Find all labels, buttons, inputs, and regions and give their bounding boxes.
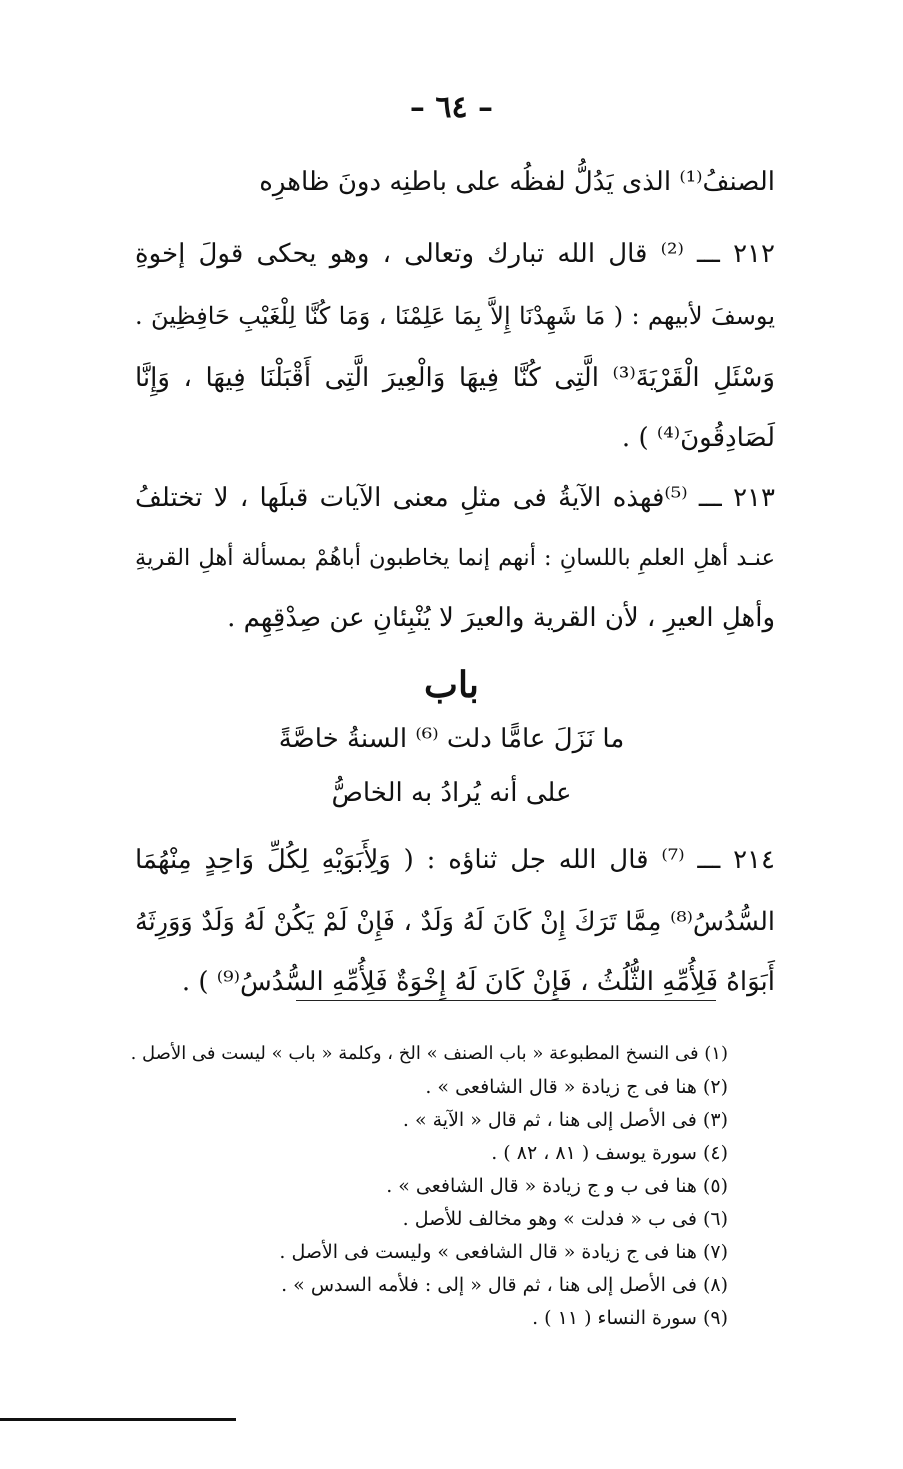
body-line: وأهلِ العيرِ ، لأن القرية والعيرَ لا يُنْبِئانِ عن صِدْقِهِم .	[227, 603, 775, 633]
footnote: (٢) هنا فى ج زيادة « قال الشافعى » .	[425, 1076, 728, 1098]
body-line: الصنفُ⁽¹⁾ الذى يَدُلُّ لفظُه على باطنِه دونَ ظاهرِه	[259, 167, 775, 197]
section-subheading: ما نَزَلَ عامًّا دلت ⁽⁶⁾ السنةُ خاصَّةً	[278, 724, 625, 754]
body-line: لَصَادِقُونَ⁽⁴⁾ ) .	[621, 423, 775, 453]
body-line: ٢١٣ ـــ ⁽⁵⁾فهذه الآيةُ فى مثلِ معنى الآيات قبلَها ، لا تختلفُ	[135, 483, 775, 513]
footnote: (٨) فى الأصل إلى هنا ، ثم قال « إلى : فلأمه السدس » .	[281, 1274, 728, 1296]
section-heading: باب	[424, 664, 479, 706]
section-subheading: على أنه يُرادُ به الخاصُّ	[331, 778, 572, 808]
body-line: ٢١٢ ـــ ⁽²⁾ قال الله تبارك وتعالى ، وهو يحكى قولَ إخوةِ	[135, 239, 775, 269]
footnote: (٤) سورة يوسف ( ٨١ ، ٨٢ ) .	[491, 1142, 728, 1164]
body-line: يوسفَ لأبيهم : ( مَا شَهِدْنَا إِلاَّ بِمَا عَلِمْنَا ، وَمَا كُنَّا لِلْغَيْبِ حَافِظِينَ .	[135, 302, 775, 330]
footnote: (٦) فى ب « فدلت » وهو مخالف للأصل .	[402, 1208, 728, 1230]
footnote: (٧) هنا فى ج زيادة « قال الشافعى » وليست فى الأصل .	[279, 1241, 728, 1263]
page-number: – ٦٤ –	[409, 90, 494, 125]
footnote: (١) فى النسخ المطبوعة « باب الصنف » الخ ، وكلمة « باب » ليست فى الأصل .	[130, 1043, 728, 1064]
body-line: عنـد أهلِ العلمِ باللسانِ : أنهم إنما يخاطبون أباهُمْ بمسألة أهلِ القريةِ	[135, 545, 775, 571]
body-line: أَبَوَاهُ فَلِأُمِّهِ الثُّلُثُ ، فَإِنْ كَانَ لَهُ إِخْوَةٌ فَلِأُمِّهِ السُّدُسُ⁽⁹⁾ ) .	[181, 967, 775, 997]
footnote-divider	[296, 1000, 716, 1001]
footnote: (٣) فى الأصل إلى هنا ، ثم قال « الآية » .	[402, 1109, 728, 1131]
body-line: ٢١٤ ـــ ⁽⁷⁾ قال الله جل ثناؤه : ( وَلِأَبَوَيْهِ لِكُلِّ وَاحِدٍ مِنْهُمَا	[135, 845, 775, 875]
footnote: (٩) سورة النساء ( ١١ ) .	[532, 1307, 728, 1329]
body-line: وَسْئَلِ الْقَرْيَةَ⁽³⁾ الَّتِى كُنَّا فِيهَا وَالْعِيرَ الَّتِى أَقْبَلْنَا فِيهَا ، وَإِنَّا	[135, 363, 775, 393]
scan-edge-line	[0, 1418, 236, 1421]
footnote: (٥) هنا فى ب و ج زيادة « قال الشافعى » .	[386, 1175, 728, 1197]
body-line: السُّدُسُ⁽⁸⁾ مِمَّا تَرَكَ إِنْ كَانَ لَهُ وَلَدٌ ، فَإِنْ لَمْ يَكُنْ لَهُ وَلَدٌ وَوَرِثَهُ	[135, 907, 775, 937]
